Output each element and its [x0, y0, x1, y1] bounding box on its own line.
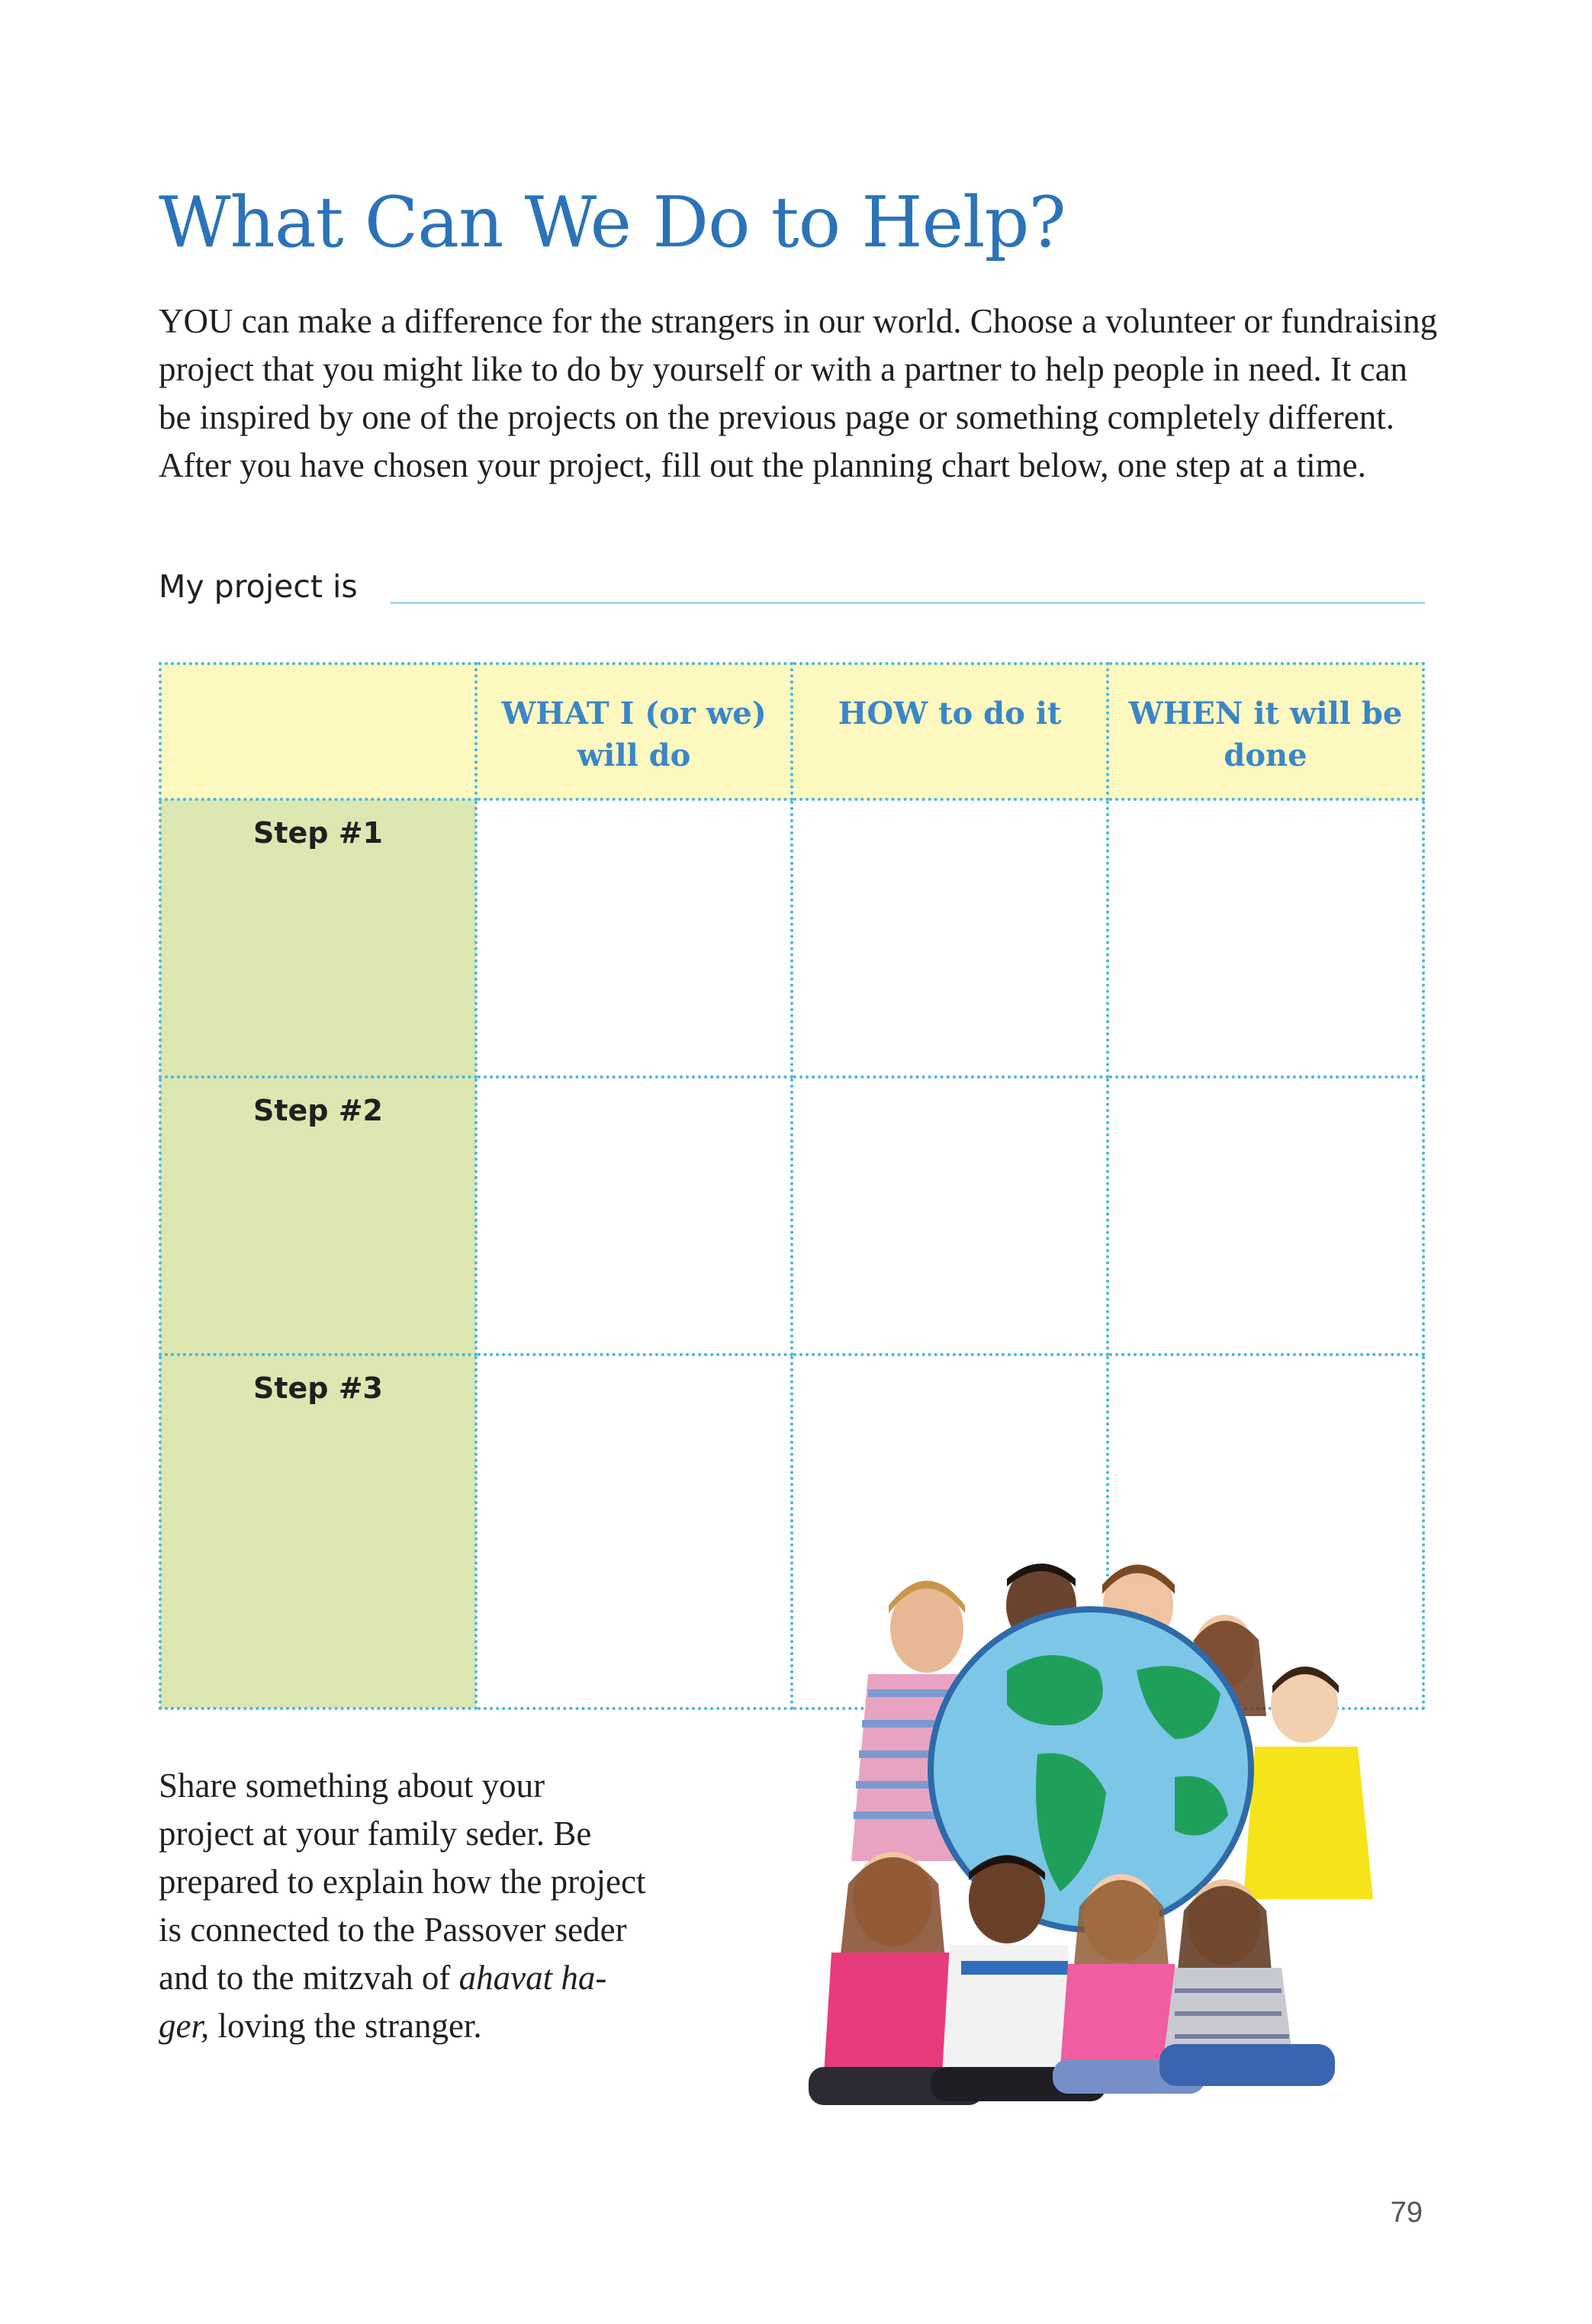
what-cell[interactable]	[476, 1077, 792, 1355]
share-italic-term: ahavat ha-ger,	[159, 1959, 607, 2045]
header-blank	[160, 664, 476, 799]
child-figure	[1159, 1879, 1335, 2086]
page-number: 79	[1390, 2197, 1423, 2229]
step-label: Step #3	[160, 1355, 476, 1708]
intro-paragraph: YOU can make a difference for the strangers in our world. Choose a volunteer or fundraising project that you might like to do by yourself or with a partner to help people in need. It can be inspired by one of the projects on the previous page or something completely different. After you have chosen your project, fill out the planning chart below, one step at a time.	[159, 302, 1438, 484]
children-with-globe-photo	[778, 1541, 1419, 2120]
share-text-end: loving the stranger.	[209, 2007, 482, 2045]
when-cell[interactable]	[1108, 799, 1423, 1077]
step-label: Step #1	[160, 799, 476, 1077]
table-row	[160, 1077, 1423, 1355]
header-row	[160, 664, 1423, 799]
how-cell[interactable]	[792, 799, 1108, 1077]
share-paragraph	[159, 1762, 647, 2050]
step-label: Step #2	[160, 1077, 476, 1355]
header-how: HOW to do it	[792, 664, 1108, 799]
project-label: My project is	[159, 568, 358, 605]
share-text: Share something about your project at your family seder. Be prepared to explain how the project is connected to the Passover seder and to the mitzvah of	[159, 1766, 646, 1997]
header-when: WHEN it will be done	[1108, 664, 1423, 799]
page-title: What Can We Do to Help?	[159, 182, 1066, 263]
table-row	[160, 799, 1423, 1077]
how-cell[interactable]	[792, 1077, 1108, 1355]
when-cell[interactable]	[1108, 1077, 1423, 1355]
project-input-line[interactable]	[391, 602, 1425, 604]
what-cell[interactable]	[476, 1355, 792, 1708]
header-what: WHAT I (or we) will do	[476, 664, 792, 799]
what-cell[interactable]	[476, 799, 792, 1077]
